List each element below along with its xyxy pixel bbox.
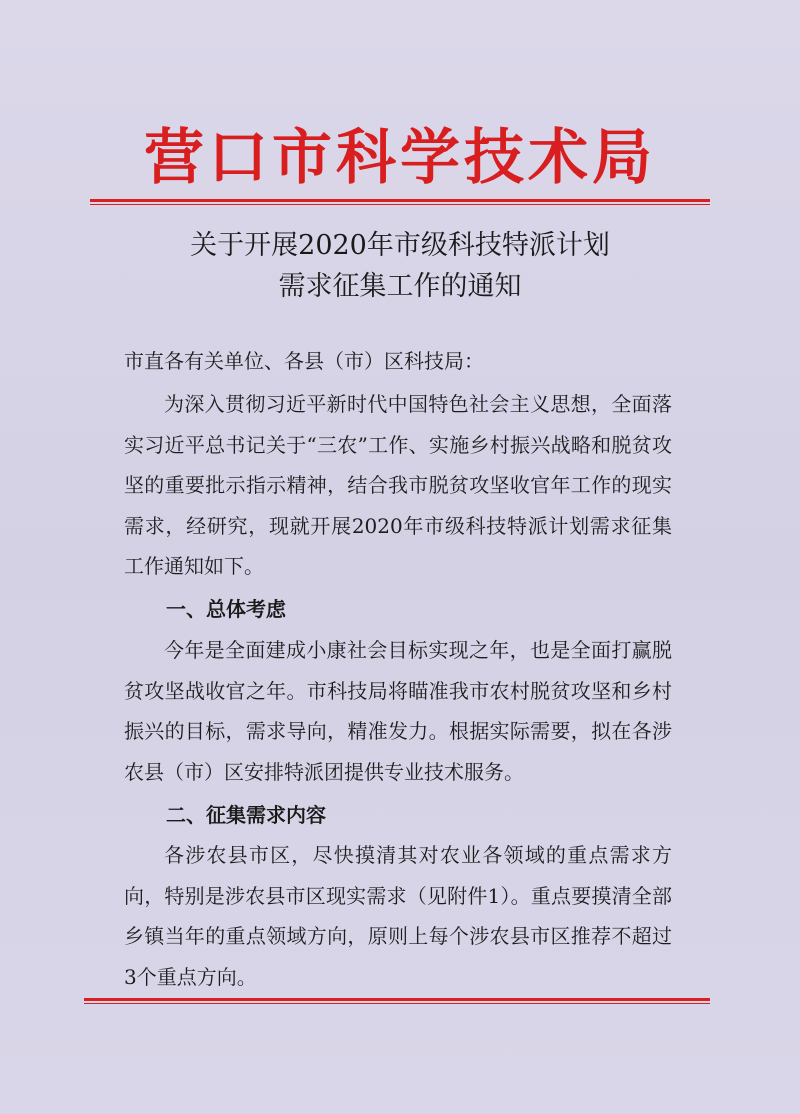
red-footer-divider	[84, 998, 710, 1004]
section-1-paragraph: 今年是全面建成小康社会目标实现之年，也是全面打赢脱 贫攻坚战收官之年。市科技局将瞄准我市农村脱贫攻坚和乡村振兴的目标，需求导向，精准发力。根据实际需要，拟在各涉农县（市）区安排特派团提供专业技术服务。	[124, 638, 672, 784]
red-header-divider	[90, 199, 710, 205]
notice-title-line-2: 需求征集工作的通知	[278, 271, 522, 302]
salutation: 市直各有关单位、各县（市）区科技局：	[124, 349, 484, 373]
section-heading-1: 一、总体考虑	[166, 597, 286, 621]
intro-paragraph: 为深入贯彻习近平新时代中国特色社会主义思想，全面落实习近平总书记关于“三农”工作、实施乡村振兴战略和脱贫攻坚的重要批示指示精神，结合我市脱贫攻坚收官年工作的现实需求，经研究，现就开展2020年市级科技特派计划需求征集工作通知如下。	[124, 392, 672, 578]
notice-title-line-1: 关于开展2020年市级科技特派计划	[190, 230, 610, 261]
section-heading-2: 二、征集需求内容	[166, 803, 326, 827]
section-2-paragraph: 各涉农县市区，尽快摸清其对农业各领域的重点需求方向，特别是涉农县市区现实需求（见附件1）。重点要摸清全部乡镇当年的重点领域方向，原则上每个涉农县市区推荐不超过3个重点方向。	[124, 843, 672, 989]
issuing-organization-header: 营口市科学技术局	[144, 123, 656, 193]
